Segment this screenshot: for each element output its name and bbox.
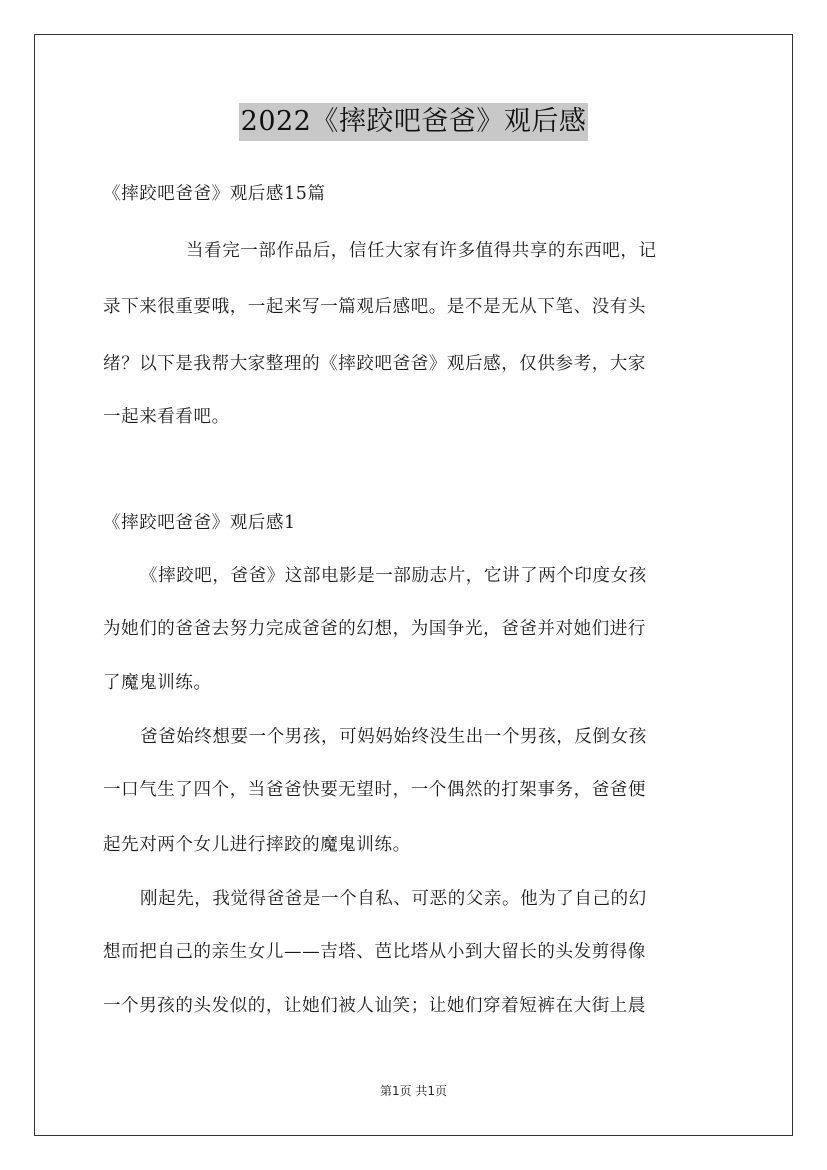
title-container bbox=[0, 103, 827, 141]
paragraph2-line-2: 一口气生了四个，当爸爸快要无望时，一个偶然的打架事务，爸爸便 bbox=[103, 780, 646, 800]
paragraph3-line-1: 刚起先，我觉得爸爸是一个自私、可恶的父亲。他为了自己的幻 bbox=[140, 889, 647, 909]
document-subtitle: 《摔跤吧爸爸》观后感15篇 bbox=[103, 184, 326, 204]
paragraph2-line-3: 起先对两个女儿进行摔跤的魔鬼训练。 bbox=[103, 835, 411, 855]
paragraph3-line-2: 想而把自己的亲生女儿——吉塔、芭比塔从小到大留长的头发剪得像 bbox=[103, 942, 646, 962]
page-number-footer: 第1页 共1页 bbox=[379, 1084, 448, 1098]
paragraph2-line-1: 爸爸始终想要一个男孩，可妈妈始终没生出一个男孩，反倒女孩 bbox=[140, 727, 647, 747]
document-title: 2022《摔跤吧爸爸》观后感 bbox=[239, 103, 589, 141]
paragraph1-line-1: 《摔跤吧，爸爸》这部电影是一部励志片，它讲了两个印度女孩 bbox=[140, 566, 647, 586]
intro-line-3: 绪？以下是我帮大家整理的《摔跤吧爸爸》观后感，仅供参考，大家 bbox=[103, 354, 646, 374]
paragraph1-line-3: 了魔鬼训练。 bbox=[103, 673, 212, 693]
section-heading: 《摔跤吧爸爸》观后感1 bbox=[103, 513, 296, 533]
intro-line-2: 录下来很重要哦，一起来写一篇观后感吧。是不是无从下笔、没有头 bbox=[103, 297, 646, 317]
intro-line-4: 一起来看看吧。 bbox=[103, 407, 230, 427]
paragraph3-line-3: 一个男孩的头发似的，让她们被人讪笑；让她们穿着短裤在大街上晨 bbox=[103, 996, 646, 1016]
intro-line-1: 当看完一部作品后，信任大家有许多值得共享的东西吧，记 bbox=[186, 241, 657, 261]
paragraph1-line-2: 为她们的爸爸去努力完成爸爸的幻想，为国争光，爸爸并对她们进行 bbox=[103, 619, 646, 639]
